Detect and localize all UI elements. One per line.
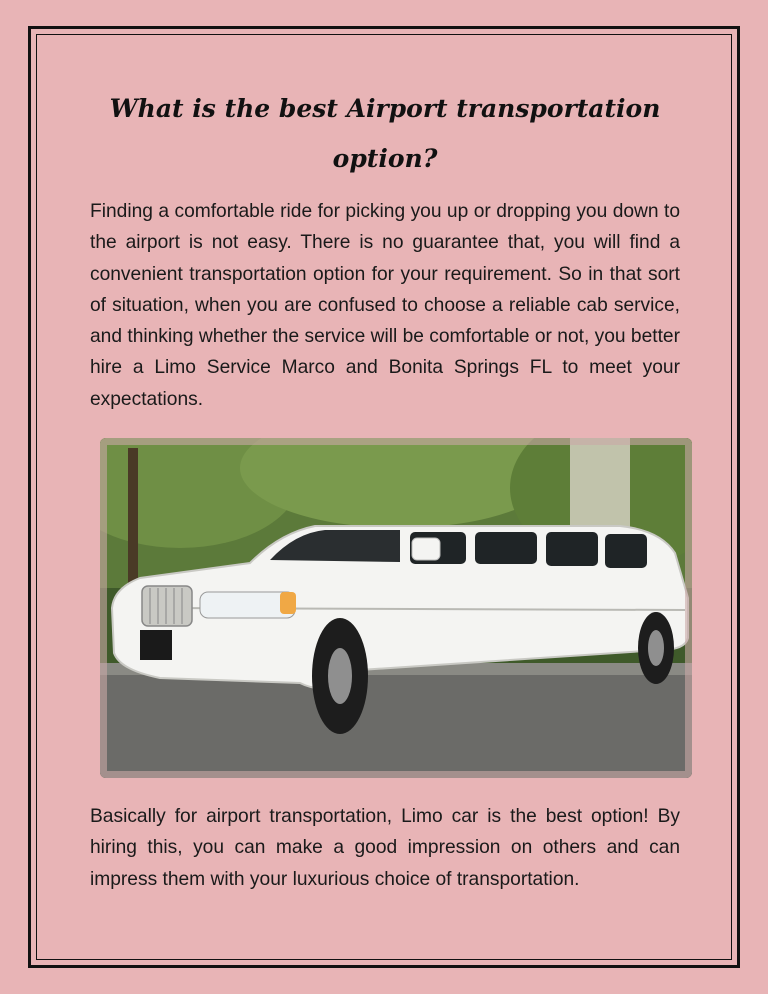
closing-paragraph: Basically for airport transportation, Limo car is the best option! By hiring this, you can make a good impression on others and can impress them with your luxurious choice of transportation. <box>90 806 680 890</box>
page-title: What is the best Airport transportation option? <box>109 94 661 173</box>
limousine-photo <box>100 438 692 778</box>
intro-paragraph: Finding a comfortable ride for picking you up or dropping you down to the airport is not easy. There is no guarantee that, you will find a convenient transportation option for your requirement. So in that sort of situation, when you are confused to choose a reliable cab service, and thinking whether the service will be comfortable or not, you better hire a Limo Service Marco and Bonita Springs FL to meet your expectations. <box>90 201 680 410</box>
